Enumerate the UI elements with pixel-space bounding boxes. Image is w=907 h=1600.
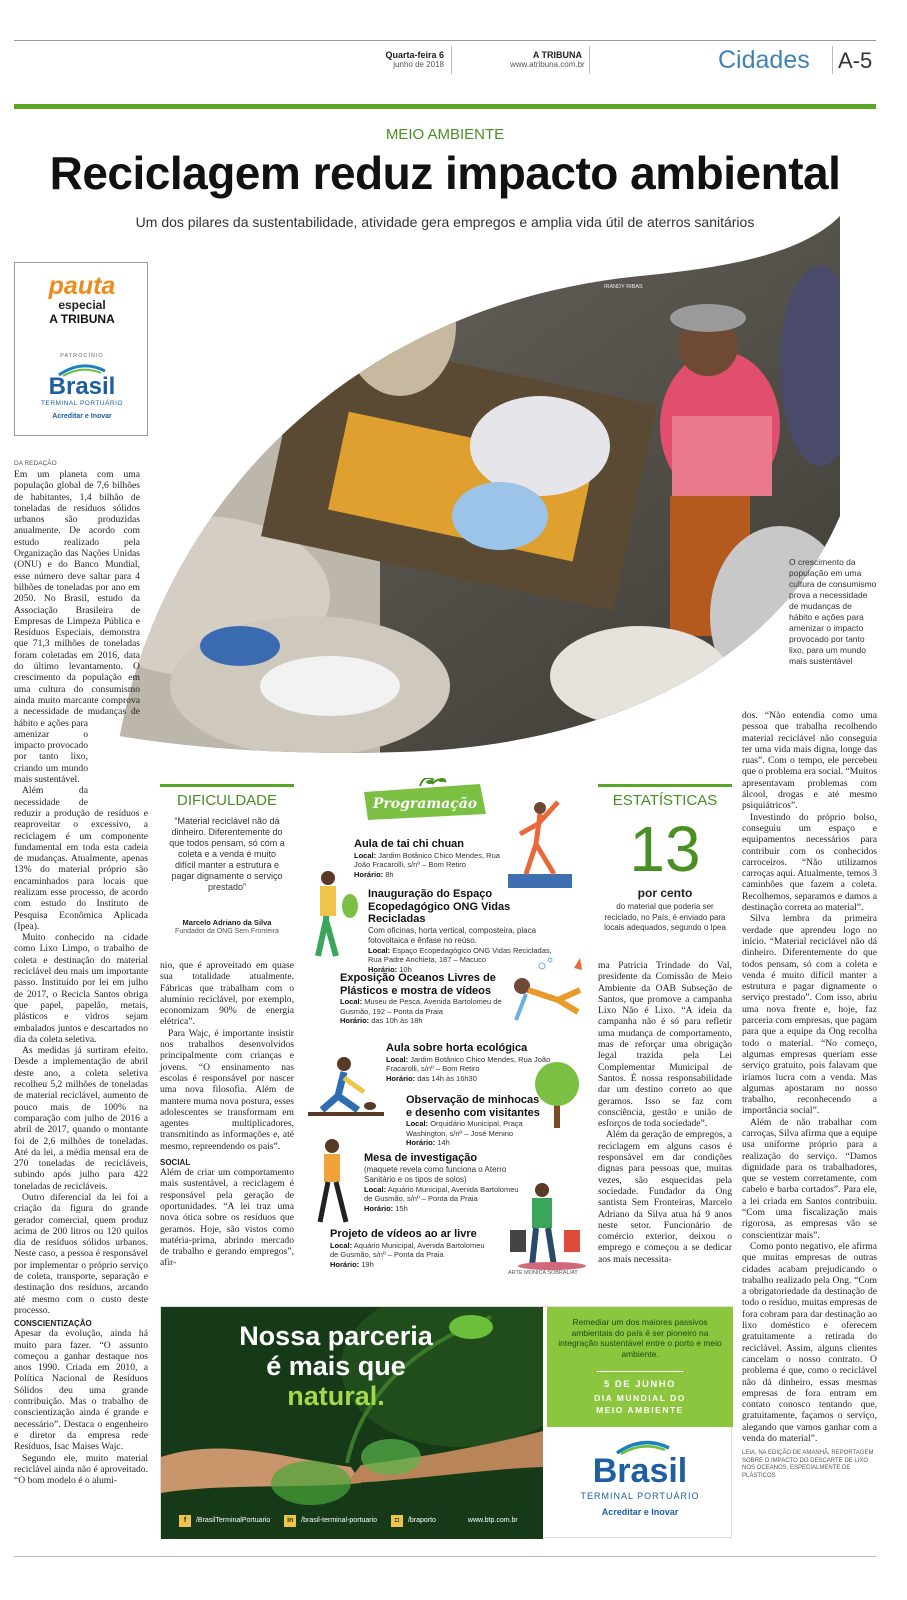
facebook-link[interactable]: /BrasilTerminalPortuario [195, 1517, 271, 1524]
planting-illustration [308, 1052, 384, 1122]
event-local: Local: Museu de Pesca, Avenida Bartolomeu de Gusmão, 192 – Ponta da Praia [340, 997, 502, 1016]
bottom-rule [14, 1556, 876, 1557]
ad-terminal: TERMINAL PORTUÁRIO [580, 1491, 700, 1501]
ad-brand: Brasil [592, 1452, 688, 1490]
ad-headline-2: é mais que [266, 1351, 406, 1381]
paragraph: Outro diferencial da lei foi a criação da figura do grande gerador comercial, quem produz acima de 200 litros ou 120 quilos dia de resíduos sólidos urbanos. Neste caso, a pessoa é responsável por implementar o próprio serviço de coleta, transporte, separação e destinação dos resíduos, arcando até mesmo com o custo deste processo. [14, 1192, 148, 1316]
estatisticas-title: ESTATÍSTICAS [612, 792, 718, 809]
ad-green-box [547, 1307, 733, 1427]
paragraph: ma Patrícia Trindade do Val, presidente da Comissão de Meio Ambiente da OAB Subseção de Santos, que promove a campanha Lixo Não é Lixo. “A ideia da campanha não é só para refletir uma mudança de comportamento, mas de reforçar uma obrigação legal trazida pela Lei Complementar Municipal de Santos. É nossa responsabilidade dar um destino correto ao que geramos. Isso se faz com consciência, gestão e união de esforços de toda sociedade”. [598, 960, 732, 1130]
kicker: MEIO AMBIENTE [385, 126, 505, 143]
paragraph: Como ponto negativo, ele afirma que muitas empresas de outras cidades acabam prejudicando o trabalho realizado pela Ong. “Com a obrigatoriedade da destinação de todo o resíduo, muitas empresas de fora cobram para dar destinação ao lixo doméstico e oferecem gratuitamente a retirada do reciclável. Assim, alguns clientes cancelam o nosso contrato. O problema é que, como o reciclável não dá dinheiro, essas mesmas empresas de fora entram em contato conosco tentando que, gratuitamente, façamos o serviço, alegando que vamos ganhar com a venda do material”. [742, 1240, 877, 1444]
event-local: Local: Jardim Botânico Chico Mendes, Rua João Fracarolli, s/nº – Bom Retiro [354, 850, 500, 869]
event-4 [386, 1042, 556, 1083]
event-horario: Horário: 8h [354, 869, 394, 879]
header-date [376, 50, 444, 69]
paragraph: Investindo do próprio bolso, conseguiu um espaço e equipamentos necessários para contribuir com os conhecidos carroceiros. “Não utilizamos carroças aqui. Atualmente, temos 3 caminhões que fazem a coleta. Recolhemos, separamos e damos a destinação correta ao material”. [742, 811, 877, 914]
wrap-spacer-1 [140, 469, 148, 719]
article-column-3 [598, 960, 732, 1265]
footnote: LEIA, NA EDIÇÃO DE AMANHÃ, REPORTAGEM SOBRE O IMPACTO DO DESCARTE DE LIXO NOS OCEANOS, ESPECIALMENTE DE PLÁSTICOS [742, 1450, 874, 1479]
website-link[interactable]: www.btp.com.br [467, 1517, 518, 1524]
dificuldade-box [160, 784, 294, 944]
article-column-1 [14, 460, 148, 1486]
ad-photo [161, 1307, 543, 1539]
diver-illustration [502, 956, 586, 1036]
paragraph: Silva lembra da primeira verdade que aprendeu logo no início. “Material reciclável não dá dinheiro. Diferentemente do que todos pensam, só com a coleta e venda é muito difícil manter a estrutura e pagar dignamente o serviço prestado”. Com isso, abriu uma nova frente e, hoje, faz parceria com empresas, que pagam para que a equipe da Ong recolha todo o material. “No começo, algumas empresas queriam esse serviço gratuito, pois falavam que iríamos lucra com a venda. Mas algumas apostaram no nosso trabalho, reconhecendo a importância social”. [742, 913, 877, 1117]
event-local: Local: Aquário Municipal, Avenida Bartolomeu de Gusmão, s/nº – Ponta da Praia [364, 1184, 519, 1203]
paragraph: Segundo ele, muito material reciclável ainda não é aproveitado. “O bom modelo é o alumi- [14, 1452, 148, 1487]
ad-headline-1: Nossa parceria [239, 1321, 433, 1351]
ad-social-bar [179, 1515, 539, 1531]
dificuldade-title: DIFICULDADE [176, 792, 277, 809]
ad-date-2: DIA MUNDIAL DO [594, 1393, 686, 1403]
headline: Reciclagem reduz impacto ambiental [49, 147, 841, 199]
event-horario: Horário: 14h [406, 1138, 450, 1147]
quote-author: Marcelo Adriano da Silva [182, 918, 272, 927]
dificuldade-rule [160, 784, 294, 787]
event-7 [330, 1228, 490, 1269]
stat-unit: por cento [637, 886, 693, 900]
event-title: Aula de tai chi chuan [354, 838, 465, 850]
estatisticas-box [598, 784, 732, 944]
gardener-illustration [306, 866, 362, 966]
paragraph: Para Wajc, é importante insistir nos trabalhos desenvolvidos principalmente com crianças e jovens. “O ensinamento nas escolas é responsável por nascer uma nova filosofia. Além de mantere muma nova postura, esses adolescentes se transformam em agentes multiplicadores, transmitindo as informações e, até mesmo, repreendendo os pais”. [160, 1027, 294, 1152]
tree-illustration [532, 1060, 582, 1130]
event-title: Inauguração do Espaço Ecopedagógico ONG Vidas Recicladas [368, 888, 511, 925]
event-title: Mesa de investigação [364, 1152, 478, 1164]
event-1 [354, 838, 504, 879]
header-divider-3 [832, 46, 833, 74]
paper-url[interactable]: www.atribuna.com.br [510, 60, 585, 69]
event-local: Local: Orquidário Municipal, Praça Washington, s/nº – José Menino [406, 1119, 523, 1138]
subhead: Um dos pilares da sustentabilidade, atividade gera empregos e amplia vida útil de aterros sanitários [135, 214, 755, 230]
programacao-title: Programação [372, 796, 478, 812]
header-date-weekday: Quarta-feira 6 [385, 50, 444, 60]
programacao-panel [302, 770, 590, 1280]
event-horario: Horário: das 14h às 16h30 [386, 1073, 477, 1083]
photo-credit: IRANDY RIBAS [604, 284, 643, 290]
article-column-2 [160, 960, 294, 1269]
header-divider-2 [589, 46, 590, 74]
paragraph: As medidas já surtiram efeito. Desde a implementação de abril deste ano, a coleta seletiva recolheu 5,2 milhões de toneladas de material reciclável, aumento de pouco mais de 100% na comparação com julho de 2016 a abril de 2017, quando o montante foi de 2,6 milhões de toneladas. Até da lei, a média mensal era de 270 toneladas de recicláveis, subindo após julho para 422 toneladas de recicláveis. [14, 1045, 148, 1192]
brasil-brand: Brasil [48, 373, 116, 400]
linkedin-link[interactable]: /brasil-terminal-portuario [301, 1517, 378, 1524]
ad-box-rule [597, 1371, 683, 1372]
header-divider [451, 46, 452, 74]
header-date-month: junho de 2018 [393, 60, 444, 69]
event-title: Aula sobre horta ecológica [386, 1042, 528, 1054]
event-local: Local: Jardim Botânico Chico Mendes, Rua João Fracarolli, s/nº – Bom Retiro [386, 1054, 551, 1073]
art-credit: ARTE MONICA SOBRAL/AT [508, 1270, 578, 1276]
event-sub: Com oficinas, horta vertical, composteira, placa fotovoltaica e ênfase no reúso. [368, 925, 537, 945]
event-horario: Horário: 19h [330, 1259, 374, 1269]
ad-date-3: MEIO AMBIENTE [596, 1405, 684, 1415]
pauta-word: pauta [48, 272, 116, 300]
terminal-label: TERMINAL PORTUÁRIO [41, 400, 123, 407]
estatisticas-rule [598, 784, 732, 787]
tai-chi-illustration [506, 794, 576, 894]
paragraph: Apesar da evolução, ainda há muito para fazer. “O assunto começou a ganhar destaque nos anos 1990. Criada em 2010, a Política Nacional de Resíduos Sólidos deu uma grande contribuição. Mas o trabalho de conscientização ainda é grande e necessário”. Destaca o engenheiro e diretor da empresa rede Resíduos, Isac Maises Wajc. [14, 1328, 148, 1453]
stat-number: 13 [629, 813, 701, 885]
walker-illustration [308, 1136, 362, 1226]
event-3 [340, 972, 510, 1026]
paragraph: nio, que é aproveitado em quase sua totalidade atualmente. Fábricas que trabalham com o alumínio reciclável, por exemplo, economizam 90% de energia elétrica”. [160, 960, 294, 1028]
event-horario: Horário: 15h [364, 1203, 408, 1213]
page-number: A-5 [838, 48, 873, 73]
event-title: Observação de minhocas e desenho com visitantes [406, 1094, 540, 1119]
quote-role: Fundador da ONG Sem Fronteira [175, 928, 279, 935]
ad-tagline: Acreditar e Inovar [601, 1507, 679, 1517]
paragraph: Muito conhecido na cidade como Lixo Limpo, o trabalho de coleta e destinação do material reciclável deu mais um importante passo. Instituído por lei em julho de 2017, o Recicla Santos obriga que papel, papelão, metais, plásticos e vidros sejam embalados juntos e descartados no dia da coleta seletiva. [14, 932, 148, 1045]
header-paper [510, 50, 585, 69]
advertisement [160, 1306, 732, 1538]
event-sub: (maquete revela como funciona o Aterro Sanitário e os tipos de solos) [364, 1164, 507, 1184]
header-top-rule [14, 40, 876, 41]
accent-rule [14, 104, 876, 109]
patrocinio-label: PATROCÍNIO [60, 353, 104, 359]
event-title: Projeto de vídeos ao ar livre [330, 1228, 477, 1240]
paragraph: Em um planeta com uma população global de 7,6 bilhões de habitantes, 1,4 bilhão de toneladas de resíduos sólidos urbanos são produzidas anualmente. De acordo com estudo realizado pela Organização das Nações Unidas (ONU) e do Banco Mundial, esse número deve saltar para 4 bilhões de toneladas por ano em 2050. No Brasil, estudo da Associação Brasileira de Empresas de Limpeza Pública e Resíduos Especiais, demonstra que 71,3 milhões de toneladas foram coletadas em 2016, data do último levantamento. O crescimento da população em uma cultura do consumismo ainda muito marcante comprova a necessidade de mudanças de hábito e ações para amenizar o impacto provocado por tanto lixo, criando um mundo mais sustentável. [14, 469, 140, 786]
event-local: Local: Espaço Ecopedagógico ONG Vidas Recicladas, Rua Padre Anchieta, 187 – Macuco [368, 945, 552, 964]
event-horario: Horário: 10h [368, 964, 412, 974]
byline: DA REDAÇÃO [14, 460, 57, 467]
paragraph: Além de criar um comportamento mais sustentável, a reciclagem é responsável pela geração de oportunidades. “A lei traz uma nova ótica sobre os resíduos que geramos. Hoje, são vistos como matéria-prima, abrindo mercado de trabalho e gerando empregos”, afir- [160, 1167, 294, 1269]
especial-word: especial [58, 298, 106, 312]
dificuldade-quote: “Material reciclável não dá dinheiro. Diferentemente do que todos pensam, só com a coleta e a venda é muito difícil manter a estrutura e pagar dignamente o serviço prestado” [169, 816, 285, 892]
ad-headline-3: natural. [287, 1381, 385, 1411]
page-header [14, 40, 876, 76]
col2-subhead: SOCIAL [160, 1158, 191, 1168]
facebook-icon[interactable]: f [179, 1515, 191, 1527]
paragraph: Além de não trabalhar com carroças, Silva afirma que a equipe usa uniforme próprio para a realização do serviço. “Damos dignidade para os trabalhadores, que se vestem corretamente, com cabelo e barba cortados”. Para ele, a lei criada em Santos contribuiu. “Com uma fiscalização mais rigorosa, as empresas vão se conscientizar mais”. [742, 1116, 877, 1241]
photo-caption: O crescimento da população em uma cultura de consumismo prova a necessidade de mudanças de hábito e ações para amenizar o impacto provocado por tanto lixo, para um mundo mais sustentável [789, 557, 877, 666]
event-horario: Horário: das 10h às 18h [340, 1016, 423, 1025]
tribuna-word: A TRIBUNA [49, 312, 115, 326]
paragraph: Além da geração de empregos, a reciclagem em alguns casos é responsável em dar condições dignas para pessoas que, muitas vezes, são esquecidas pela sociedade. Fundador da Ong santista Sem Fronteiras, Marcelo Adriano da Silva atua há 9 anos neste setor. Funcionário de comércio exterior, deixou o emprego e começou a se dedicar aos mais necessita- [598, 1129, 732, 1265]
stat-text: do material que poderia ser reciclado, no País, é enviado para locais adequados, segundo o Ipea [604, 902, 726, 932]
event-5 [406, 1094, 540, 1148]
event-local: Local: Aquário Municipal, Avenida Bartolomeu de Gusmão, s/nº – Ponta da Praia [330, 1240, 485, 1259]
event-title: Exposição Oceanos Livres de Plásticos e mostra de vídeos [340, 972, 496, 997]
ad-box-text: Remediar um dos maiores passivos ambientais do país é ser pioneiro na integração sustentável entre o porto e meio ambiente. [558, 1317, 722, 1359]
ad-date-1: 5 DE JUNHO [603, 1379, 676, 1390]
paragraph: dos. “Não entendia como uma pessoa que trabalha recolhendo material reciclável não conseguia ter uma vida mais digna, longe das ruas”. Com o tempo, ele percebeu que o problema era social. “Muitos apresentavam problemas com álcool, drogas e até mesmo psiquiátricos”. [742, 710, 877, 812]
instagram-link[interactable]: /braporto [407, 1517, 436, 1524]
sponsor-tagline: Acreditar e Inovar [52, 413, 112, 420]
recycling-photo [80, 216, 840, 754]
article-column-4 [742, 710, 877, 1480]
paper-name: A TRIBUNA [532, 50, 582, 60]
linkedin-icon[interactable]: in [284, 1515, 296, 1527]
instagram-icon[interactable]: ◘ [391, 1515, 403, 1527]
col1-subhead: CONSCIENTIZAÇÃO [14, 1319, 92, 1329]
paragraph: Além da necessidade de reduzir a produção de resíduos e reaproveitar o excessivo, a reciclagem é um componente fundamental em toda esta cadeia de mudanças. Atualmente, apenas 13% do material próprio são encaminhados para locais que realizam esse processo, de acordo com estudo do Instituto de Pesquisa Econômica Aplicada (Ipea). [14, 785, 148, 932]
section-name: Cidades [718, 46, 810, 74]
bins-illustration [492, 1180, 588, 1270]
wrap-spacer-2 [88, 719, 148, 799]
